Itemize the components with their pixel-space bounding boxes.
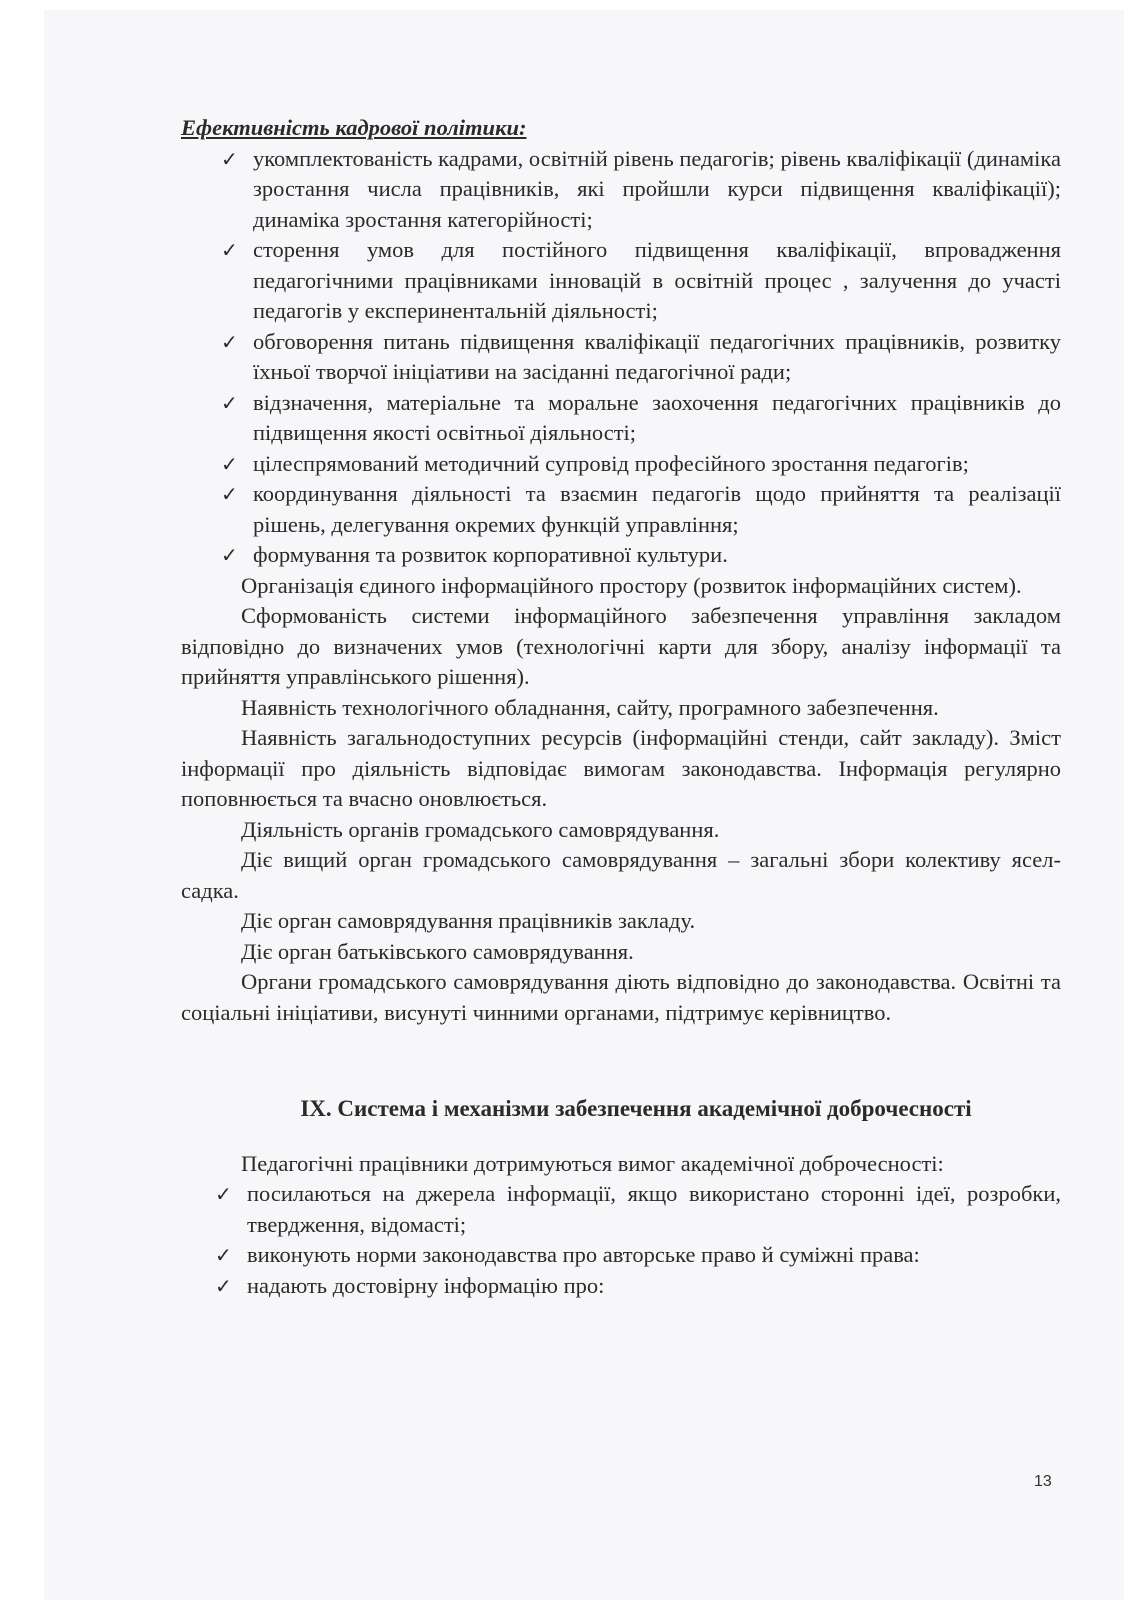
paragraph: Органи громадського самоврядування діють відповідно до законодавства. Освітні та соціальні ініціативи, висунуті чинними органами, підтримує керівництво. bbox=[181, 969, 1061, 1025]
checkmark-icon: ✓ bbox=[215, 1243, 232, 1267]
checkmark-icon: ✓ bbox=[215, 1182, 232, 1206]
list-item-text: цілеспрямований методичний супровід професійного зростання педагогів; bbox=[253, 450, 969, 476]
list-item bbox=[181, 327, 1061, 388]
list-item-text: надають достовірну інформацію про: bbox=[247, 1272, 605, 1298]
paragraph: Організація єдиного інформаційного простору (розвиток інформаційних систем). bbox=[241, 572, 1022, 598]
paragraph: Наявність загальнодоступних ресурсів (інформаційні стенди, сайт закладу). Зміст інформації про діяльність відповідає вимогам законодавства. Інформація регулярно поповнюється та вчасно оновлюється. bbox=[181, 725, 1061, 811]
list-item bbox=[181, 1240, 1061, 1271]
checkmark-icon: ✓ bbox=[221, 390, 238, 415]
policy-checklist bbox=[181, 144, 1061, 571]
paragraph: Діяльність органів громадського самоврядування. bbox=[241, 816, 720, 842]
page-number: 13 bbox=[1034, 1473, 1052, 1490]
checkmark-icon: ✓ bbox=[221, 451, 238, 476]
list-item-text: укомплектованість кадрами, освітній рівень педагогів; рівень кваліфікації (динаміка зростання числа працівників, які пройшли курси підвищення кваліфікації); динаміка зростання категорійності; bbox=[253, 145, 1061, 232]
checkmark-icon: ✓ bbox=[221, 329, 238, 354]
section-heading: IX. Система і механізми забезпечення академічної доброчесності bbox=[300, 1096, 972, 1121]
checkmark-icon: ✓ bbox=[221, 543, 238, 567]
list-item-text: формування та розвиток корпоративної культури. bbox=[253, 542, 728, 567]
paragraph: Діє вищий орган громадського самоврядування – загальні збори колективу ясел-садка. bbox=[181, 847, 1061, 903]
checkmark-icon: ✓ bbox=[215, 1273, 232, 1298]
document-body bbox=[181, 113, 1061, 1301]
list-item bbox=[181, 449, 1061, 480]
section-title: Ефективність кадрової політики: bbox=[181, 115, 527, 140]
integrity-checklist bbox=[181, 1179, 1061, 1301]
list-item bbox=[181, 144, 1061, 236]
paragraph: Діє орган батьківського самоврядування. bbox=[241, 938, 634, 964]
list-item-text: координування діяльності та взаємин педагогів щодо прийняття та реалізації рішень, делегування окремих функцій управління; bbox=[253, 481, 1061, 537]
list-item bbox=[181, 1271, 1061, 1302]
list-item-text: посилаються на джерела інформації, якщо використано сторонні ідеї, розробки, твердження, відомасті; bbox=[247, 1181, 1061, 1237]
intro-paragraph: Педагогічні працівники дотримуються вимог академічної доброчесності: bbox=[241, 1150, 944, 1176]
paragraph: Сформованість системи інформаційного забезпечення управління закладом відповідно до визначених умов (технологічні карти для збору, аналізу інформації та прийняття управлінського рішення). bbox=[181, 603, 1061, 689]
checkmark-icon: ✓ bbox=[221, 238, 238, 262]
list-item-text: сторення умов для постійного підвищення кваліфікації, впровадження педагогічними працівниками інновацій в освітній процес , залучення до участі педагогів у експеринентальній діяльності; bbox=[253, 237, 1061, 323]
list-item bbox=[181, 540, 1061, 571]
list-item-text: обговорення питань підвищення кваліфікації педагогічних працівників, розвитку їхньої творчої ініціативи на засіданні педагогічної ради; bbox=[253, 328, 1061, 384]
list-item bbox=[181, 388, 1061, 449]
list-item bbox=[181, 479, 1061, 540]
list-item bbox=[181, 1179, 1061, 1240]
paragraph: Діє орган самоврядування працівників закладу. bbox=[241, 908, 696, 933]
list-item-text: відзначення, матеріальне та моральне заохочення педагогічних працівників до підвищення якості освітньої діяльності; bbox=[253, 389, 1061, 445]
list-item-text: виконують норми законодавства про авторське право й суміжні права: bbox=[247, 1242, 920, 1267]
list-item bbox=[181, 235, 1061, 327]
checkmark-icon: ✓ bbox=[221, 482, 238, 506]
checkmark-icon: ✓ bbox=[221, 146, 238, 171]
paragraph: Наявність технологічного обладнання, сайту, програмного забезпечення. bbox=[241, 694, 939, 720]
